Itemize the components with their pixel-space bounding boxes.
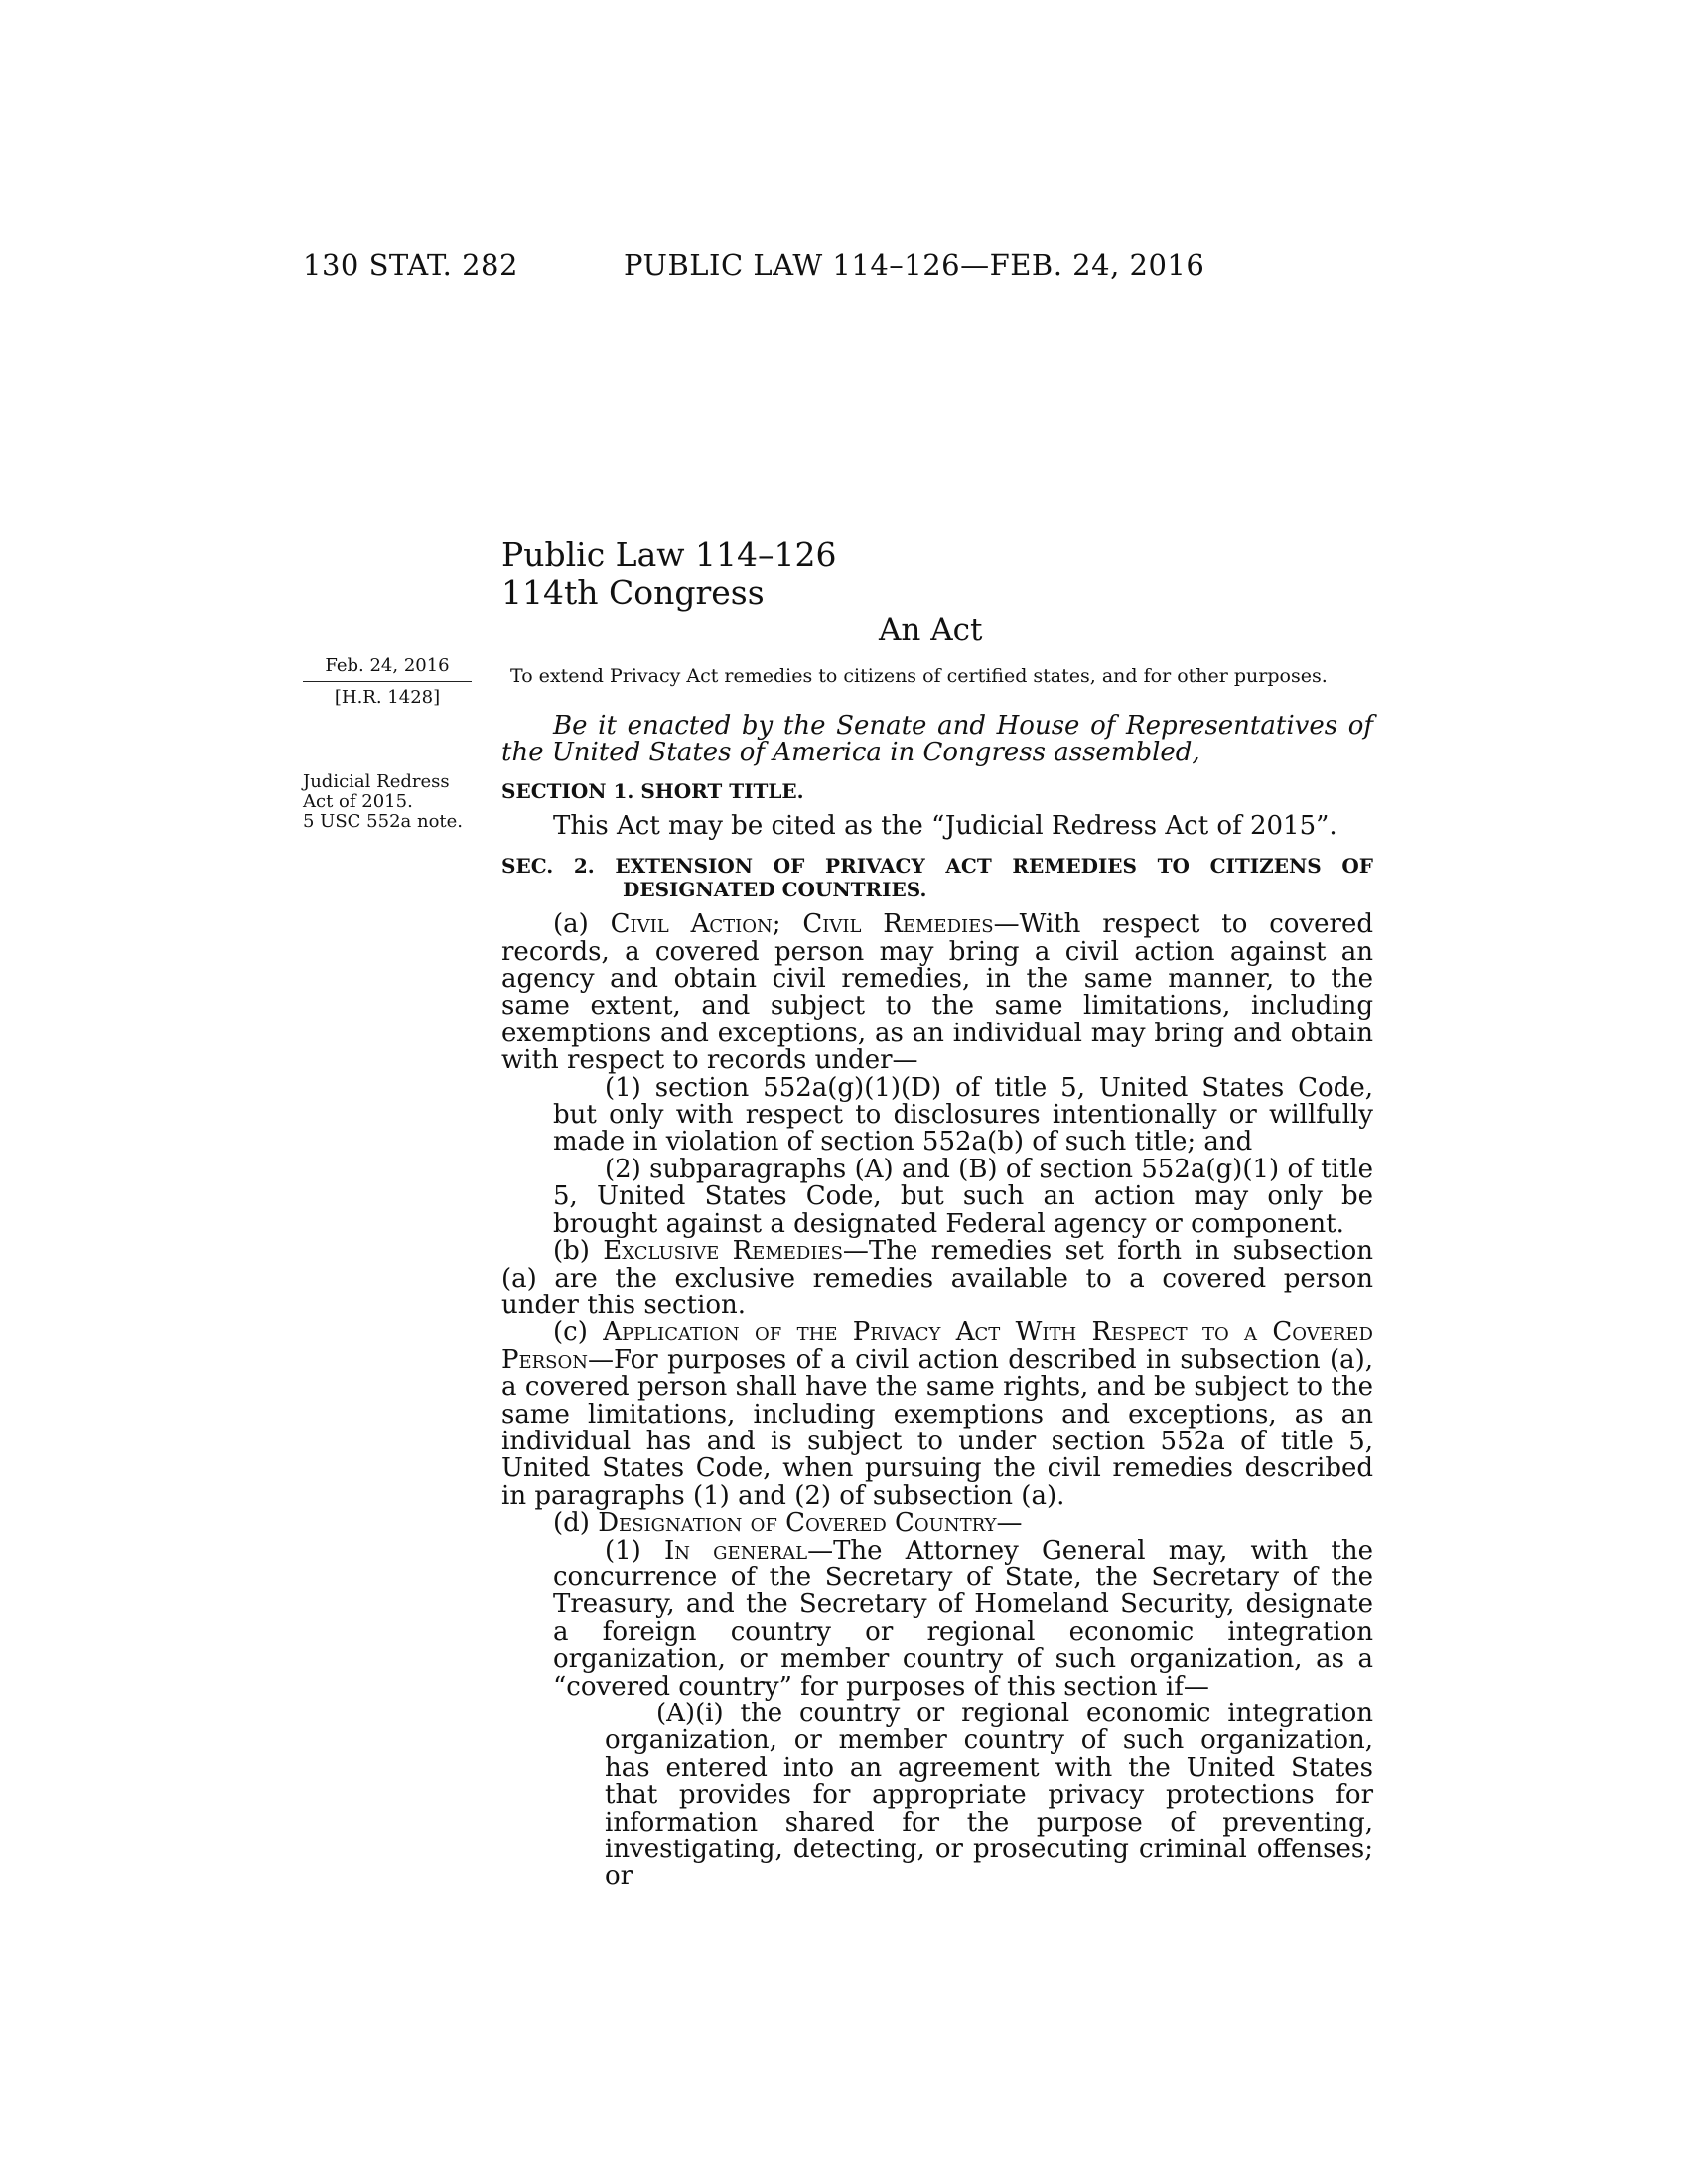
enacting-clause: Be it enacted by the Senate and House of Representatives of the United States of America in Congress assembled, — [501, 711, 1373, 768]
subsection-d — [501, 1510, 1373, 1537]
paragraph-d1 — [501, 1535, 1374, 1702]
section-2-heading: SEC. 2. EXTENSION OF PRIVACY ACT REMEDIES TO CITIZENS OF DESIGNATED COUNTRIES. — [501, 854, 1373, 902]
subsection-d-label: (d) — [553, 1508, 599, 1539]
subparagraph-d1A: (A)(i) the country or regional economic integration organization, or member country of such organization, has entered into an agreement with the United States that provides for appropriate privacy protections for information shared for the purpose of preventing, investigating, detecting, or prosecuting criminal offenses; or — [605, 1699, 1373, 1892]
subsection-c-label: (c) — [553, 1317, 604, 1348]
act-label: An Act — [879, 613, 983, 648]
law-number: Public Law 114–126 — [501, 535, 837, 574]
section-1-text: This Act may be cited as the “Judicial Redress Act of 2015”. — [553, 810, 1337, 841]
margin-bill-number: [H.R. 1428] — [334, 687, 441, 708]
subsection-a-heading: Civil Action; Civil Remedies — [610, 909, 994, 940]
margin-note-line: Judicial Redress — [303, 771, 450, 792]
subsection-d-heading: Designation of Covered Country — [598, 1508, 997, 1539]
paragraph-d1-heading: In general — [664, 1535, 808, 1566]
congress: 114th Congress — [501, 573, 765, 612]
subsection-b-label: (b) — [553, 1236, 604, 1267]
running-head-stat: 130 STAT. 282 — [303, 248, 518, 282]
subsection-a — [501, 911, 1373, 1074]
subsection-c — [501, 1319, 1373, 1510]
subsection-c-heading: Application of the Privacy Act With Respect to a Covered Person — [501, 1317, 1373, 1375]
running-head-title: PUBLIC LAW 114–126—FEB. 24, 2016 — [624, 248, 1205, 282]
margin-date: Feb. 24, 2016 — [325, 655, 450, 676]
paragraph-d1-label: (1) — [605, 1535, 664, 1566]
paragraph-a1: (1) section 552a(g)(1)(D) of title 5, United States Code, but only with respect to disclosures intentionally or willfully made in violation of section 552a(b) of such title; and — [553, 1072, 1373, 1158]
section-1-heading: SECTION 1. SHORT TITLE. — [501, 778, 804, 803]
paragraph-a2: (2) subparagraphs (A) and (B) of section 552a(g)(1) of title 5, United States Code, but such an action may only be brought against a designated Federal agency or component. — [553, 1154, 1373, 1239]
margin-divider — [303, 681, 472, 682]
margin-note-line: Act of 2015. — [303, 791, 413, 812]
subsection-c-text: —For purposes of a civil action described in subsection (a), a covered person shall have the same rights, and be subject to the same limitations, including exemptions and exceptions, as an individual has and is subject to under section 552a of title 5, United States Code, when pursuing the civil remedies described in paragraphs (1) and (2) of subsection (a). — [501, 1344, 1373, 1511]
subsection-b — [501, 1238, 1373, 1319]
purpose: To extend Privacy Act remedies to citizens of certified states, and for other purposes. — [510, 665, 1328, 687]
paragraph-d1-text: —The Attorney General may, with the concurrence of the Secretary of State, the Secretary of the Treasury, and the Secretary of Homeland Security, designate a foreign country or regional economic integration organization, or member country of such organization, as a “covered country” for purposes of this section if— — [553, 1535, 1374, 1702]
subsection-b-text: —The remedies set forth in subsection (a) are the exclusive remedies available to a covered person under this section. — [501, 1236, 1373, 1320]
body-text — [501, 713, 1373, 1891]
margin-note-line: 5 USC 552a note. — [303, 811, 464, 832]
subsection-a-label: (a) — [553, 909, 611, 940]
subsection-b-heading: Exclusive Remedies — [603, 1236, 843, 1267]
subsection-a-text: —With respect to covered records, a covered person may bring a civil action against an agency and obtain civil remedies, in the same manner, to the same extent, and subject to the same limitations, including exemptions and exceptions, as an individual may bring and obtain with respect to records under— — [501, 909, 1373, 1076]
subsection-d-text: — — [996, 1508, 1023, 1539]
